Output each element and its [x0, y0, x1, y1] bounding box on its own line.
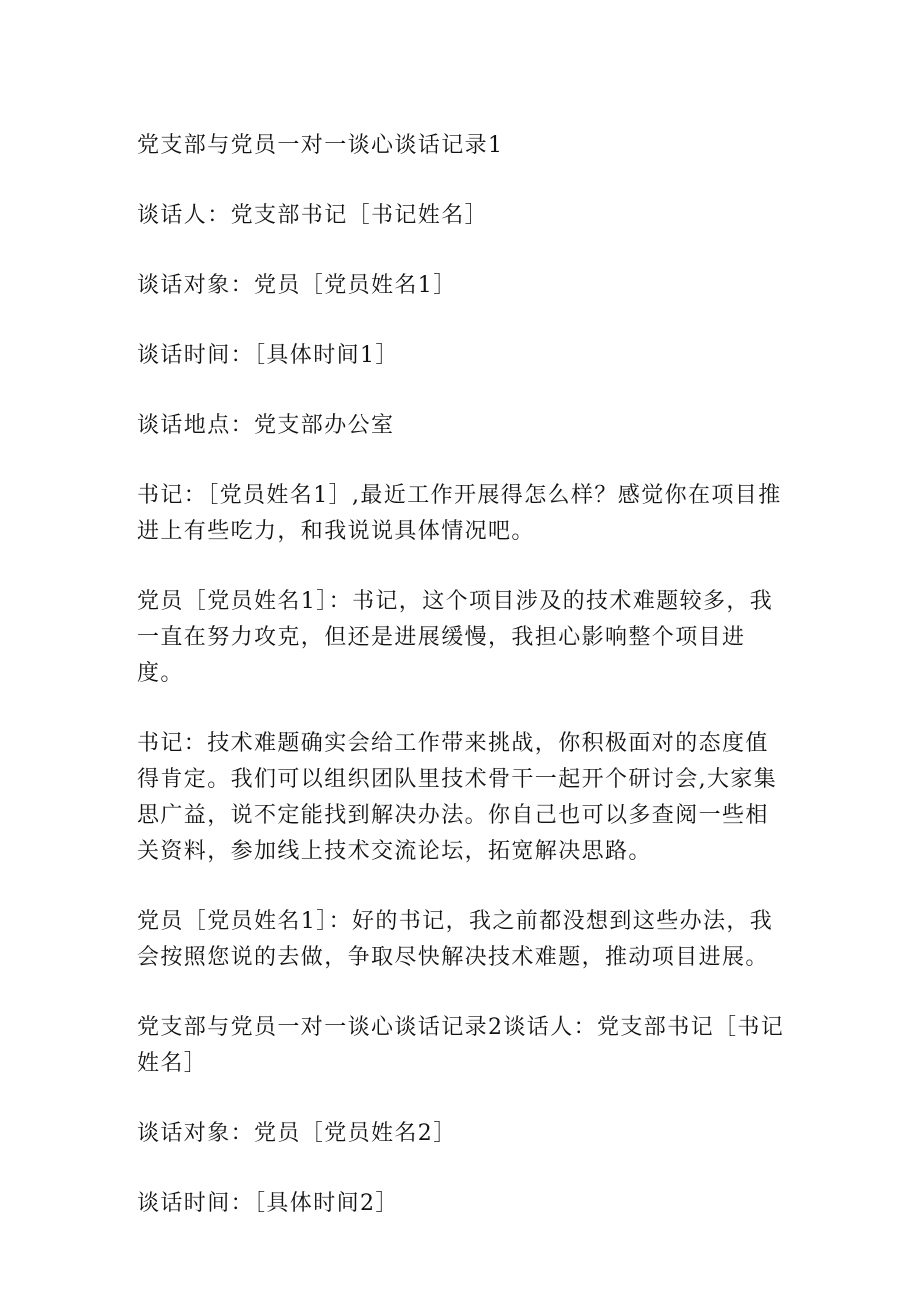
location-line-1: 谈话地点：党支部办公室 [137, 413, 395, 438]
interviewee-line-1: 谈话对象：党员［党员姓名1］ [137, 273, 457, 298]
time-line-2: 谈话时间：［具体时间2］ [137, 1191, 399, 1216]
record-title-1: 党支部与党员一对一谈心谈话记录1 [137, 133, 504, 158]
secretary-dialogue-2: 书记：技术难题确实会给工作带来挑战，你积极面对的态度值得肯定。我们可以组织团队里技术骨干一起开个研讨会,大家集思广益，说不定能找到解决办法。你自己也可以多查阅一些相关资料，参加线上技术交流论坛，拓宽解决思路。 [137, 731, 778, 864]
member-dialogue-1: 党员［党员姓名1］：书记，这个项目涉及的技术难题较多，我一直在努力攻克，但还是进展缓慢，我担心影响整个项目进度。 [137, 589, 774, 686]
interviewer-line-1: 谈话人：党支部书记［书记姓名］ [137, 203, 489, 228]
secretary-dialogue-1: 书记：［党员姓名1］,最近工作开展得怎么样？感觉你在项目推进上有些吃力，和我说说具体情况吧。 [137, 483, 782, 544]
interviewee-line-2: 谈话对象：党员［党员姓名2］ [137, 1121, 457, 1146]
member-dialogue-2: 党员［党员姓名1］：好的书记，我之前都没想到这些办法，我会按照您说的去做，争取尽快解决技术难题，推动项目进展。 [137, 909, 774, 970]
record-title-2: 党支部与党员一对一谈心谈话记录2谈话人：党支部书记［书记姓名］ [137, 1015, 785, 1076]
time-line-1: 谈话时间：［具体时间1］ [137, 343, 399, 368]
